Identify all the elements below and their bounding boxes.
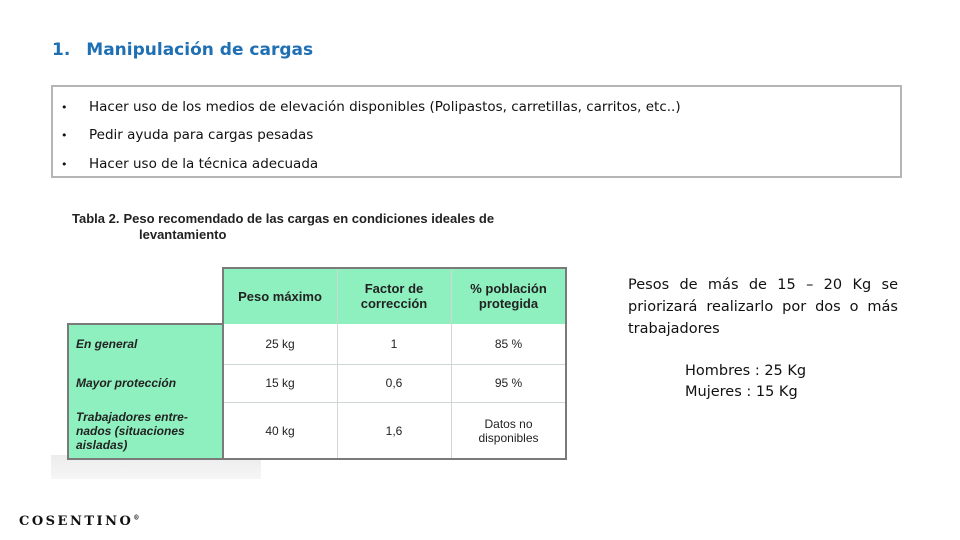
bullet-text: Hacer uso de los medios de elevación disponibles (Polipastos, carretillas, carritos, etc..): [89, 99, 681, 115]
note-paragraph: Pesos de más de 15 – 20 Kg se priorizará realizarlo por dos o más trabajadores: [628, 277, 898, 337]
bullet-icon: •: [61, 128, 68, 142]
title-number: 1.: [52, 40, 71, 60]
row-label-mayor-proteccion: Mayor protección: [68, 364, 223, 402]
weight-limits: [685, 361, 806, 403]
table-cell: 0,6: [337, 364, 451, 402]
caption-line-1: Peso recomendado de las cargas en condiciones ideales de: [123, 211, 495, 226]
bullet-text: Hacer uso de la técnica adecuada: [89, 156, 319, 172]
header-peso-maximo: Peso máximo: [223, 268, 337, 324]
caption-label: Tabla 2.: [72, 211, 120, 226]
bullet-icon: •: [61, 100, 68, 114]
slide-title: [52, 40, 313, 60]
header-factor-correccion: Factor de corrección: [337, 268, 451, 324]
table-border-rowheaders: [67, 323, 224, 460]
header-poblacion-protegida: % población protegida: [451, 268, 566, 324]
table-border-main: [222, 267, 567, 460]
bullet-item: [61, 99, 681, 115]
bullet-icon: •: [61, 157, 68, 171]
table-cell: 1,6: [337, 402, 451, 459]
table-cell: 95 %: [451, 364, 566, 402]
bullet-item: [61, 156, 318, 172]
row-label-en-general: En general: [68, 324, 223, 364]
table-cell: Datos no disponibles: [451, 402, 566, 459]
bullet-list-box: [51, 85, 902, 178]
logo-text: COSENTINO: [19, 514, 134, 529]
table-cell: 85 %: [451, 324, 566, 364]
table-caption: [72, 211, 572, 243]
table-cell: 15 kg: [223, 364, 337, 402]
caption-line-2: levantamiento: [139, 227, 227, 242]
table-cell: 40 kg: [223, 402, 337, 459]
weight-men: Hombres : 25 Kg: [685, 363, 807, 379]
bullet-text: Pedir ayuda para cargas pesadas: [89, 127, 314, 143]
table-cell: 1: [337, 324, 451, 364]
row-label-trabajadores-entrenados: Trabajadores entre-nados (situaciones aisladas): [68, 402, 223, 459]
cosentino-logo: [19, 514, 139, 529]
title-text: Manipulación de cargas: [86, 40, 314, 60]
bullet-item: [61, 127, 313, 143]
weight-women: Mujeres : 15 Kg: [685, 384, 798, 400]
registered-mark: ®: [133, 514, 140, 522]
table-cell: 25 kg: [223, 324, 337, 364]
